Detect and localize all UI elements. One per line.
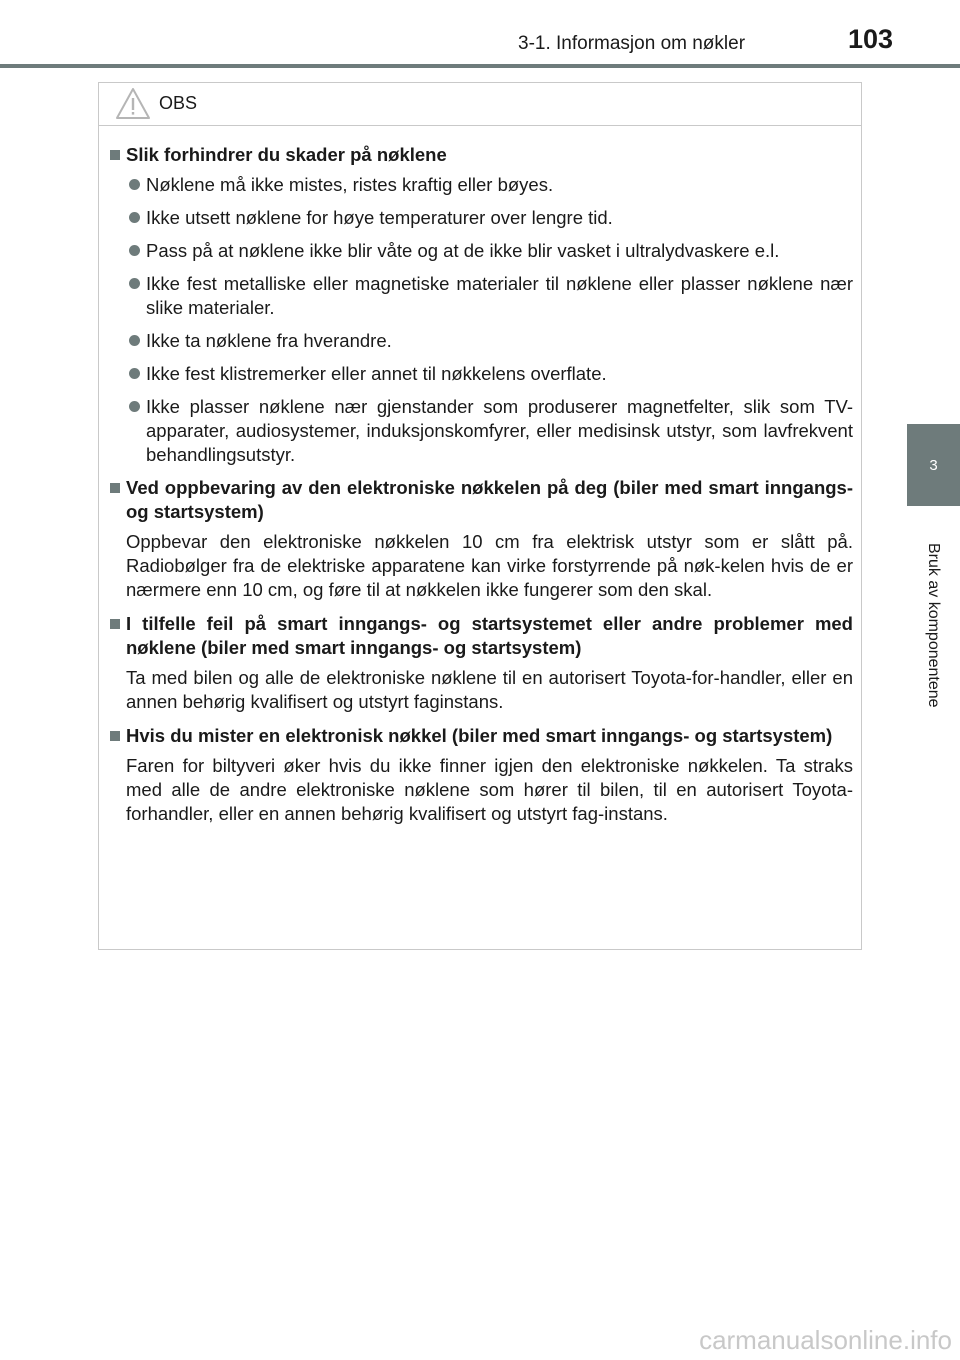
section-paragraph: Faren for biltyveri øker hvis du ikke finner igjen den elektroniske nøkkelen. Ta straks med alle de andre elektroniske nøklene som hører til bilen, til en autorisert Toyota-forhandler, eller en annen behørig kvalifisert og utstyrt fag-instans. [126,755,853,824]
section-paragraph: Oppbevar den elektroniske nøkkelen 10 cm fra elektrisk utstyr som er slått på. Radiobølger fra de elektriske apparatene kan virke forstyrrende på nøk-kelen hvis de er nærmere enn 10 cm, og føre til at nøkkelen ikke fungerer som den skal. [126,531,853,600]
list-item: Ikke ta nøklene fra hverandre. [109,329,853,353]
square-bullet-icon [110,150,120,160]
list-item: Nøklene må ikke mistes, ristes kraftig eller bøyes. [109,173,853,197]
list-item: Pass på at nøklene ikke blir våte og at de ikke blir vasket i ultralydvaskere e.l. [109,239,853,263]
round-bullet-icon [129,401,140,412]
list-item: Ikke fest metalliske eller magnetiske materialer til nøklene eller plasser nøklene nær slike materialer. [109,272,853,320]
section-heading: Hvis du mister en elektronisk nøkkel (biler med smart inngangs- og startsystem) [109,724,853,748]
page-number: 103 [848,24,894,54]
section-paragraph: Ta med bilen og alle de elektroniske nøklene til en autorisert Toyota-for-handler, eller en annen behørig kvalifisert og utstyrt faginstans. [126,667,853,712]
section-heading: Slik forhindrer du skader på nøklene [109,143,853,167]
round-bullet-icon [129,368,140,379]
square-bullet-icon [110,731,120,741]
square-bullet-icon [110,619,120,629]
square-bullet-icon [110,483,120,493]
watermark: carmanualsonline.info [699,1325,952,1355]
notice-title: OBS [159,93,198,113]
chapter-number: 3 [929,456,938,474]
round-bullet-icon [129,245,140,256]
chapter-tab [907,424,960,506]
list-item: Ikke utsett nøklene for høye temperaturer over lengre tid. [109,206,853,230]
notice-header [99,83,861,126]
list-item: Ikke plasser nøklene nær gjenstander som produserer magnetfelter, slik som TV-apparater, audiosystemer, induksjonskomfyrer, eller medisinsk utstyr, som lavfrekvent behandlingsutstyr. [109,395,853,467]
round-bullet-icon [129,278,140,289]
chapter-title: Bruk av komponentene [925,542,942,708]
section-heading: Ved oppbevaring av den elektroniske nøkkelen på deg (biler med smart inngangs- og startsystem) [109,476,853,524]
list-item: Ikke fest klistremerker eller annet til nøkkelens overflate. [109,362,853,386]
header-section-title: 3-1. Informasjon om nøkler [518,33,746,54]
header-rule [0,64,960,68]
chapter-title-vertical [909,510,957,740]
round-bullet-icon [129,179,140,190]
round-bullet-icon [129,335,140,346]
round-bullet-icon [129,212,140,223]
warning-triangle-icon [115,87,151,121]
notice-content [109,143,853,836]
notice-box [98,82,862,950]
section-heading: I tilfelle feil på smart inngangs- og startsystemet eller andre problemer med nøklene (biler med smart inngangs- og startsystem) [109,612,853,660]
